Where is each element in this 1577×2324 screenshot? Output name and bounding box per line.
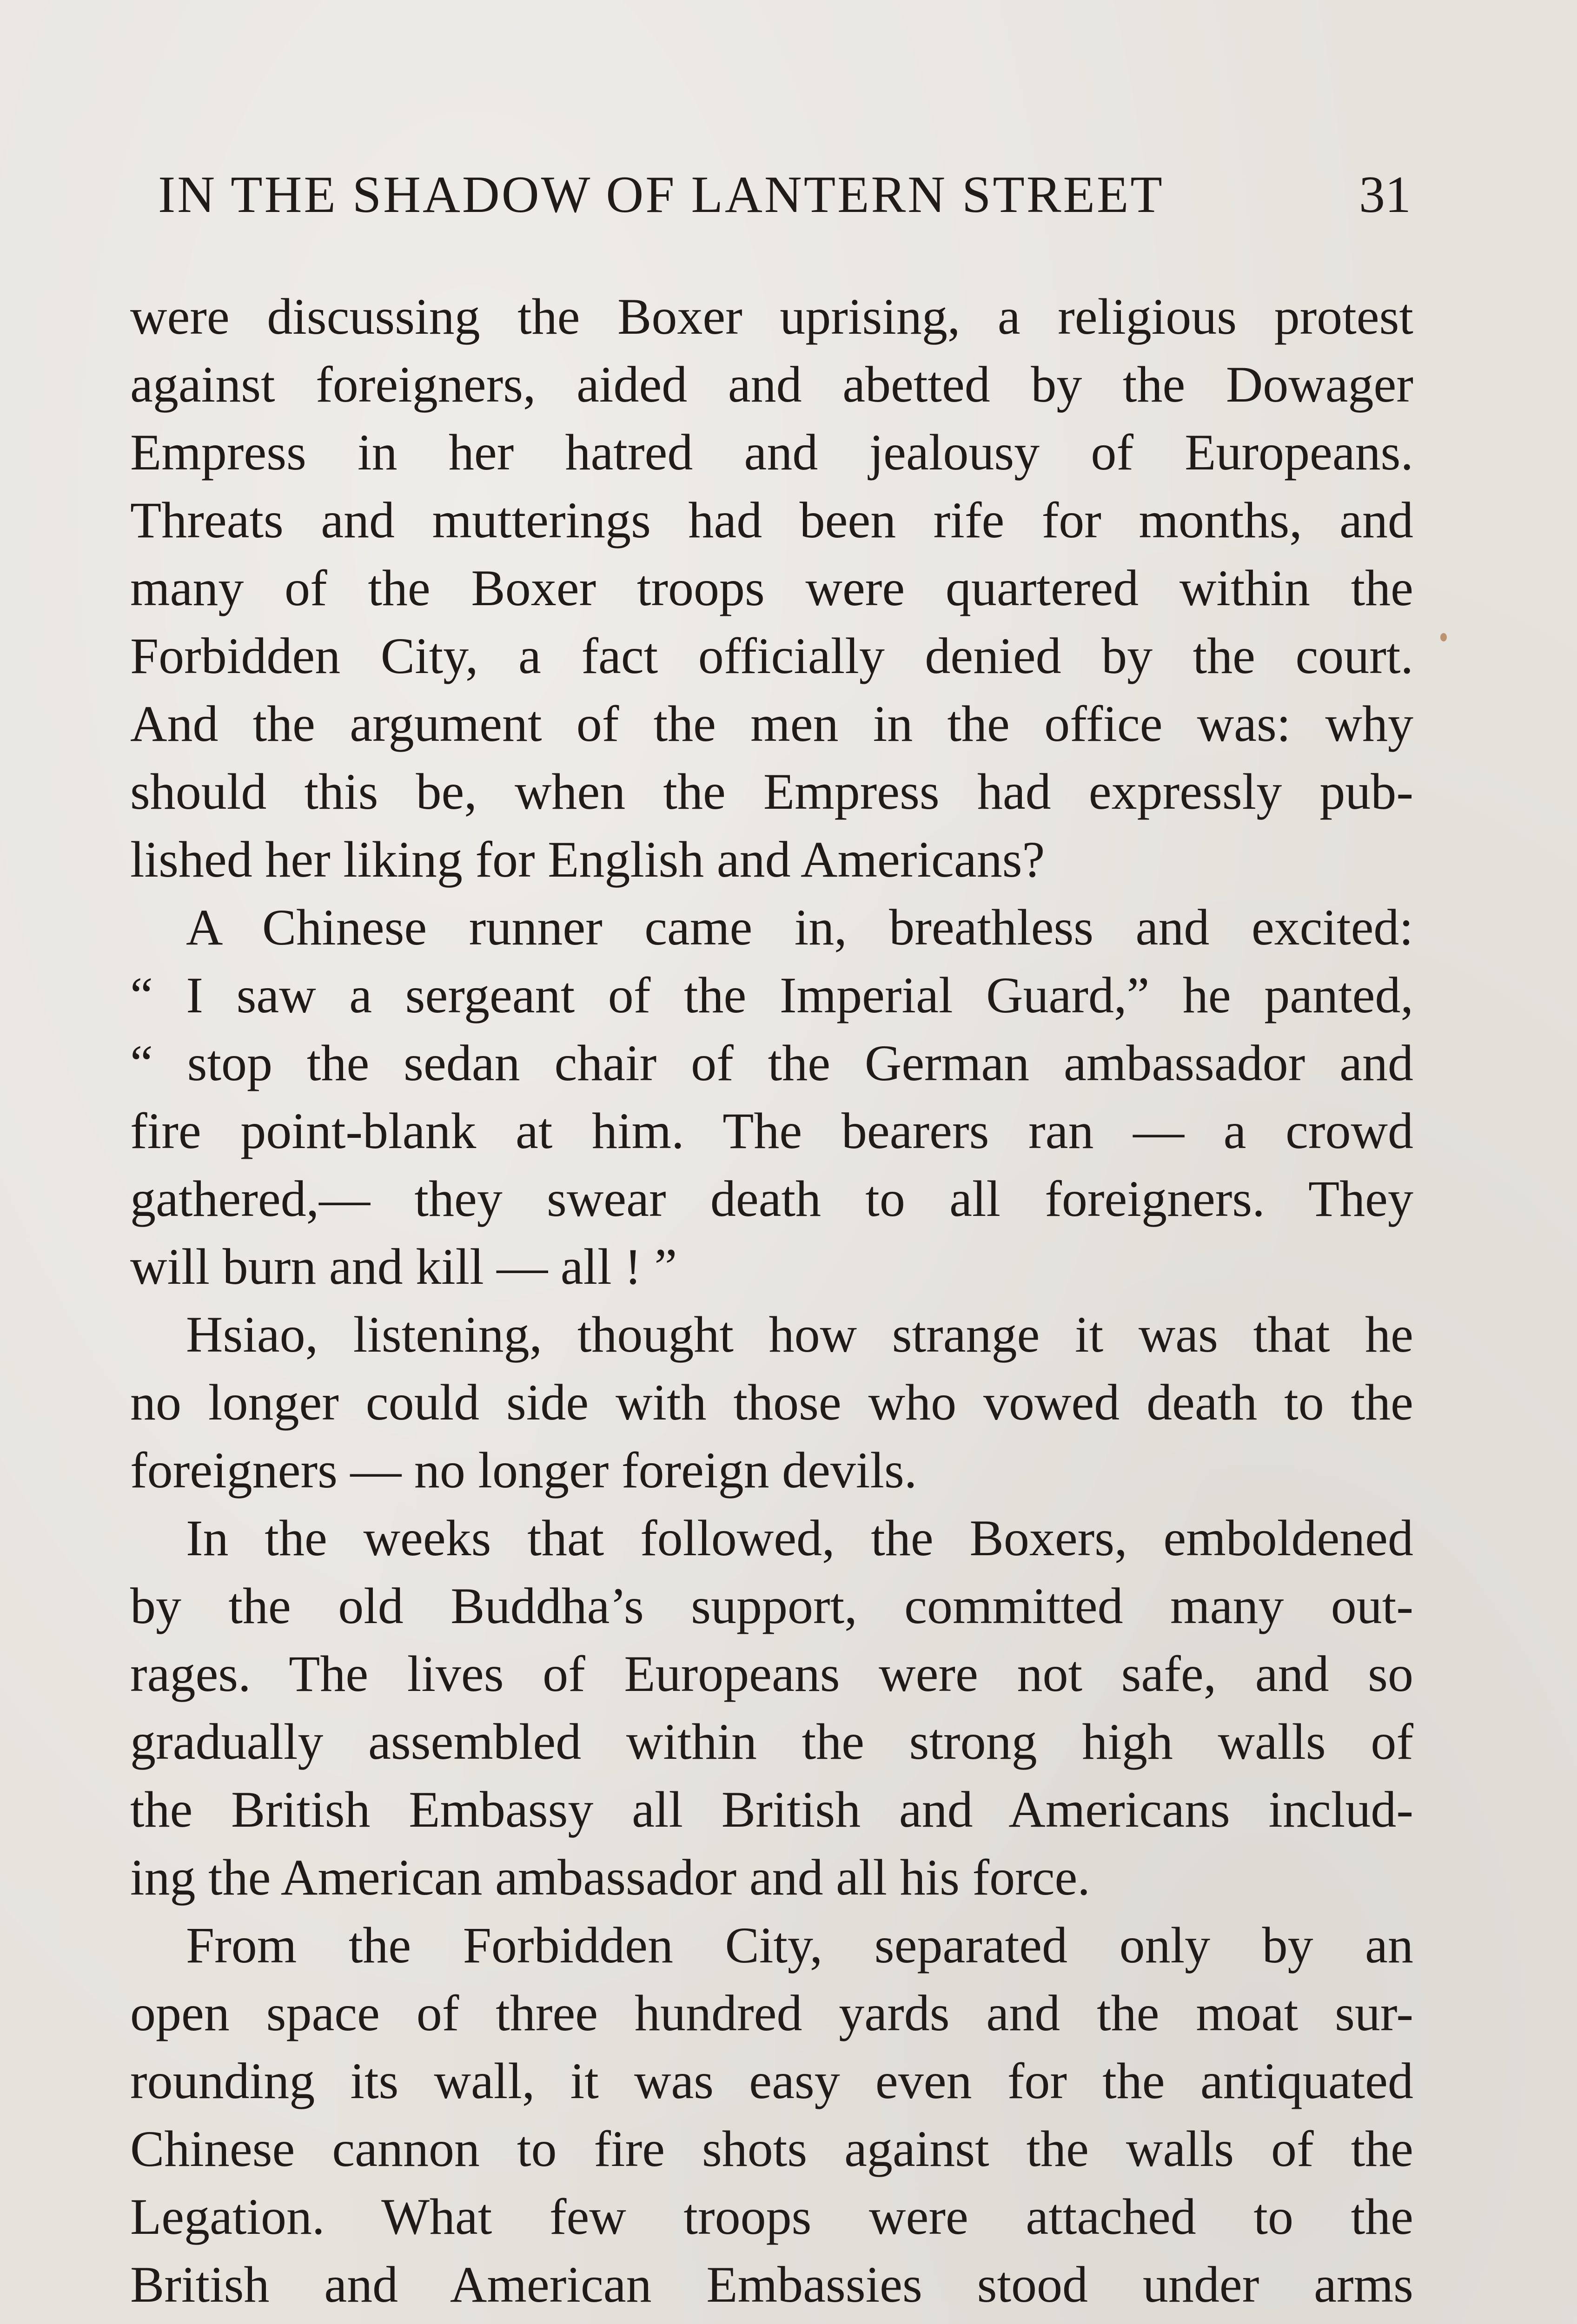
text-line: should this be, when the Empress had expressly pub- xyxy=(130,763,1413,820)
text-line: Hsiao, listening, thought how strange it was that he xyxy=(186,1306,1413,1363)
text-line: Chinese cannon to fire shots against the walls of the xyxy=(130,2120,1413,2177)
text-line: many of the Boxer troops were quartered within the xyxy=(130,560,1413,616)
text-line: gradually assembled within the strong high walls of xyxy=(130,1713,1413,1770)
text-line: were discussing the Boxer uprising, a religious protest xyxy=(130,288,1413,345)
text-line: by the old Buddha’s support, committed many out- xyxy=(130,1578,1413,1634)
text-line: rounding its wall, it was easy even for the antiquated xyxy=(130,2053,1413,2109)
page-number: 31 xyxy=(1359,166,1411,224)
text-line: British and American Embassies stood under arms xyxy=(130,2256,1413,2313)
text-line: fire point-blank at him. The bearers ran — a crowd xyxy=(130,1103,1413,1159)
paper-speck xyxy=(1440,633,1447,641)
text-line: Empress in her hatred and jealousy of Europeans. xyxy=(130,424,1413,481)
text-line: rages. The lives of Europeans were not safe, and so xyxy=(130,1645,1413,1702)
text-line: From the Forbidden City, separated only by an xyxy=(186,1917,1413,1974)
text-line: against foreigners, aided and abetted by the Dowager xyxy=(130,356,1413,413)
text-line: no longer could side with those who vowed death to the xyxy=(130,1374,1413,1431)
text-line: the British Embassy all British and Americans includ- xyxy=(130,1781,1413,1838)
body-text xyxy=(130,283,1413,2324)
text-line xyxy=(130,2318,1413,2324)
text-line: Forbidden City, a fact officially denied by the court. xyxy=(130,627,1413,684)
text-line: foreigners — no longer foreign devils. xyxy=(130,1442,917,1499)
text-line: “ stop the sedan chair of the German ambassador and xyxy=(130,1035,1413,1091)
running-head: IN THE SHADOW OF LANTERN STREET xyxy=(158,166,1164,224)
text-line: will burn and kill — all ! ” xyxy=(130,1238,677,1295)
text-line: Legation. What few troops were attached to the xyxy=(130,2188,1413,2245)
text-line: A Chinese runner came in, breathless and excited: xyxy=(186,899,1413,956)
text-line: open space of three hundred yards and the moat sur- xyxy=(130,1985,1413,2041)
text-line: In the weeks that followed, the Boxers, emboldened xyxy=(186,1510,1413,1566)
text-line: gathered,— they swear death to all foreigners. They xyxy=(130,1170,1413,1227)
text-line: lished her liking for English and Americans? xyxy=(130,831,1045,888)
text-line: Threats and mutterings had been rife for months, and xyxy=(130,492,1413,548)
page-header xyxy=(158,165,1411,230)
text-line: ing the American ambassador and all his force. xyxy=(130,1849,1090,1906)
text-line: And the argument of the men in the office was: why xyxy=(130,695,1413,752)
text-line: “ I saw a sergeant of the Imperial Guard,” he panted, xyxy=(130,967,1413,1023)
